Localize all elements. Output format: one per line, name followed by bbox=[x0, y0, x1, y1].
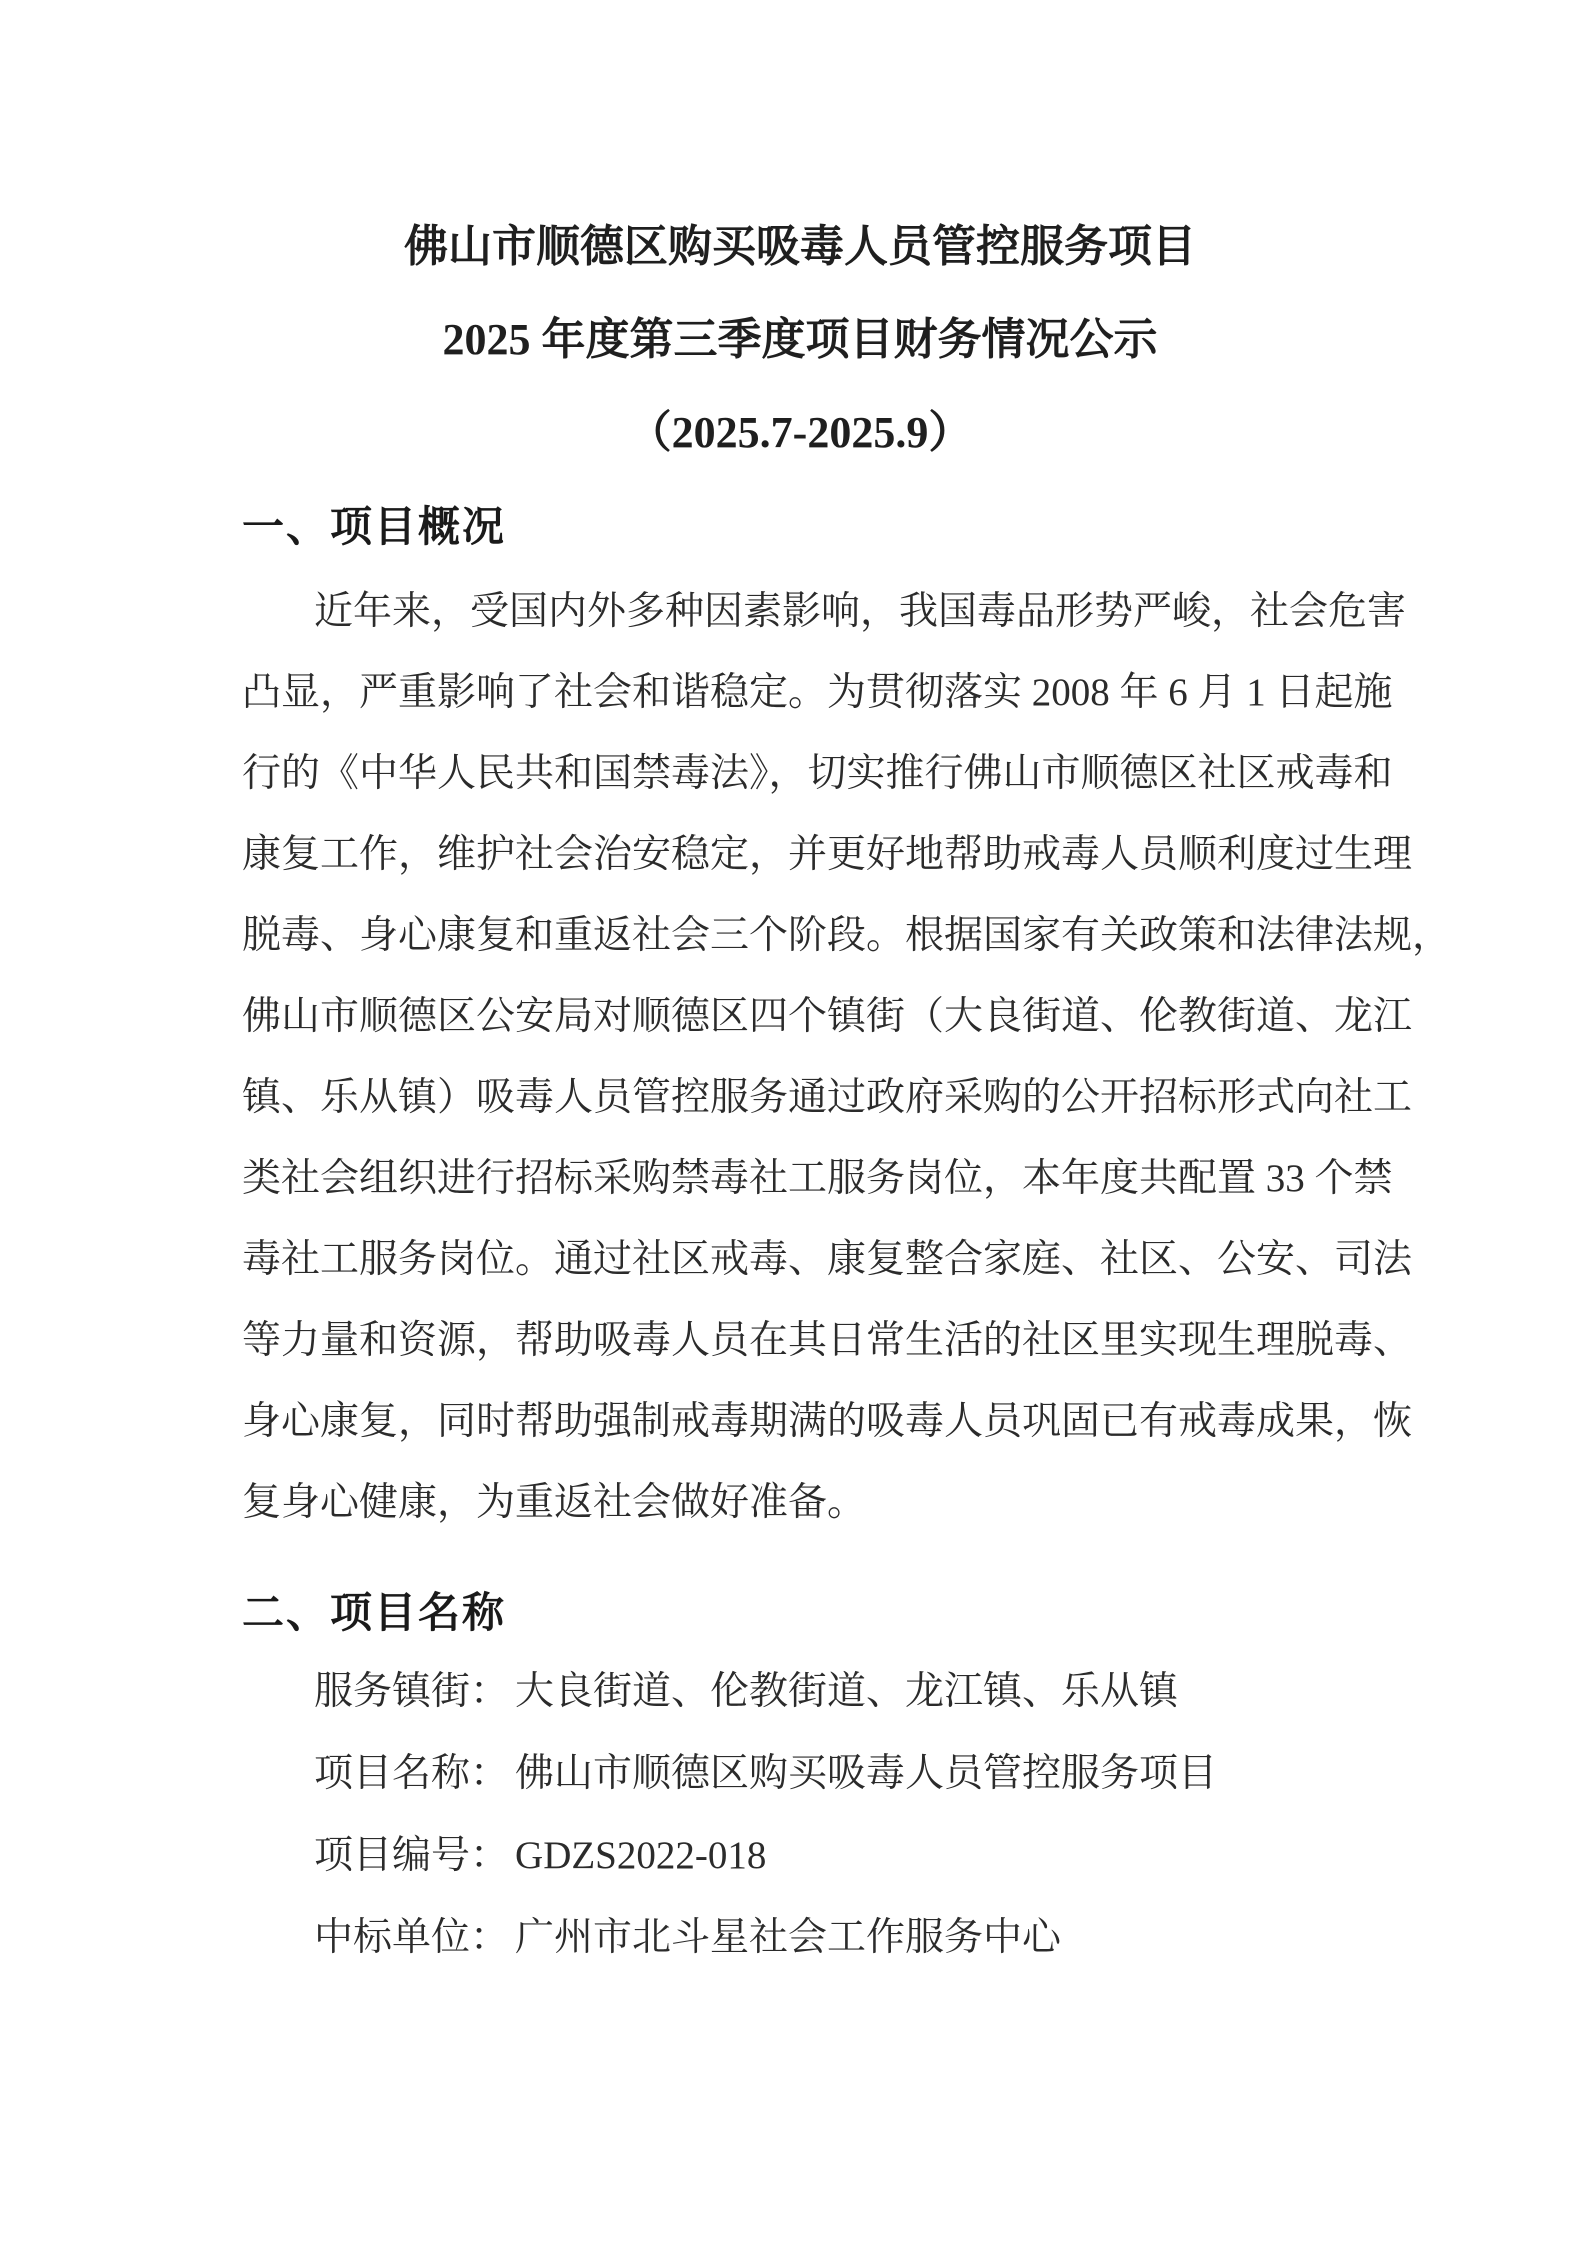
field-value: 佛山市顺德区购买吸毒人员管控服务项目 bbox=[515, 1752, 1218, 1795]
paragraph-line: 行的《中华人民共和国禁毒法》，切实推行佛山市顺德区社区戒毒和 bbox=[242, 752, 1393, 795]
paragraph-line: 等力量和资源，帮助吸毒人员在其日常生活的社区里实现生理脱毒、 bbox=[242, 1319, 1413, 1362]
field-value: 大良街道、伦教街道、龙江镇、乐从镇 bbox=[515, 1670, 1179, 1713]
section-2-field-list bbox=[242, 1651, 1358, 1979]
paragraph-line: 近年来，受国内外多种因素影响，我国毒品形势严峻，社会危害 bbox=[314, 590, 1407, 633]
title-line-2: 2025 年度第三季度项目财务情况公示 bbox=[442, 315, 1158, 364]
paragraph-line: 身心康复，同时帮助强制戒毒期满的吸毒人员巩固已有戒毒成果，恢 bbox=[242, 1400, 1413, 1443]
paragraph-line: 康复工作，维护社会治安稳定，并更好地帮助戒毒人员顺利度过生理 bbox=[242, 833, 1413, 876]
title-line-1: 佛山市顺德区购买吸毒人员管控服务项目 bbox=[404, 222, 1196, 271]
field-separator: ： bbox=[470, 1752, 510, 1795]
field-value: 广州市北斗星社会工作服务中心 bbox=[515, 1916, 1062, 1959]
paragraph-line: 类社会组织进行招标采购禁毒社工服务岗位，本年度共配置 33 个禁 bbox=[242, 1157, 1393, 1200]
paragraph-line: 复身心健康，为重返社会做好准备。 bbox=[242, 1481, 867, 1524]
field-service-towns bbox=[242, 1651, 1358, 1733]
field-label: 服务镇街 bbox=[314, 1670, 471, 1713]
field-project-name bbox=[242, 1733, 1358, 1815]
field-label: 项目名称 bbox=[314, 1752, 471, 1795]
field-winning-bidder bbox=[242, 1897, 1358, 1979]
paragraph-line: 脱毒、身心康复和重返社会三个阶段。根据国家有关政策和法律法规， bbox=[242, 914, 1452, 957]
field-project-number bbox=[242, 1815, 1358, 1897]
field-label: 中标单位 bbox=[314, 1916, 471, 1959]
field-value: GDZS2022-018 bbox=[515, 1834, 767, 1877]
section-1-paragraph bbox=[242, 571, 1452, 1543]
section-1-heading: 一、项目概况 bbox=[242, 503, 507, 550]
page-content bbox=[242, 0, 1452, 1979]
section-2-heading: 二、项目名称 bbox=[242, 1589, 507, 1636]
paragraph-line: 毒社工服务岗位。通过社区戒毒、康复整合家庭、社区、公安、司法 bbox=[242, 1238, 1413, 1281]
paragraph-line: 凸显，严重影响了社会和谐稳定。为贯彻落实 2008 年 6 月 1 日起施 bbox=[242, 671, 1393, 714]
paragraph-line: 佛山市顺德区公安局对顺德区四个镇街（大良街道、伦教街道、龙江 bbox=[242, 995, 1413, 1038]
paragraph-line: 镇、乐从镇）吸毒人员管控服务通过政府采购的公开招标形式向社工 bbox=[242, 1076, 1413, 1119]
field-separator: ： bbox=[470, 1834, 510, 1877]
title-line-3-date-range: （2025.7-2025.9） bbox=[627, 408, 973, 457]
field-label: 项目编号 bbox=[314, 1834, 471, 1877]
field-separator: ： bbox=[470, 1670, 510, 1713]
field-separator: ： bbox=[470, 1916, 510, 1959]
document-title bbox=[242, 0, 1358, 479]
